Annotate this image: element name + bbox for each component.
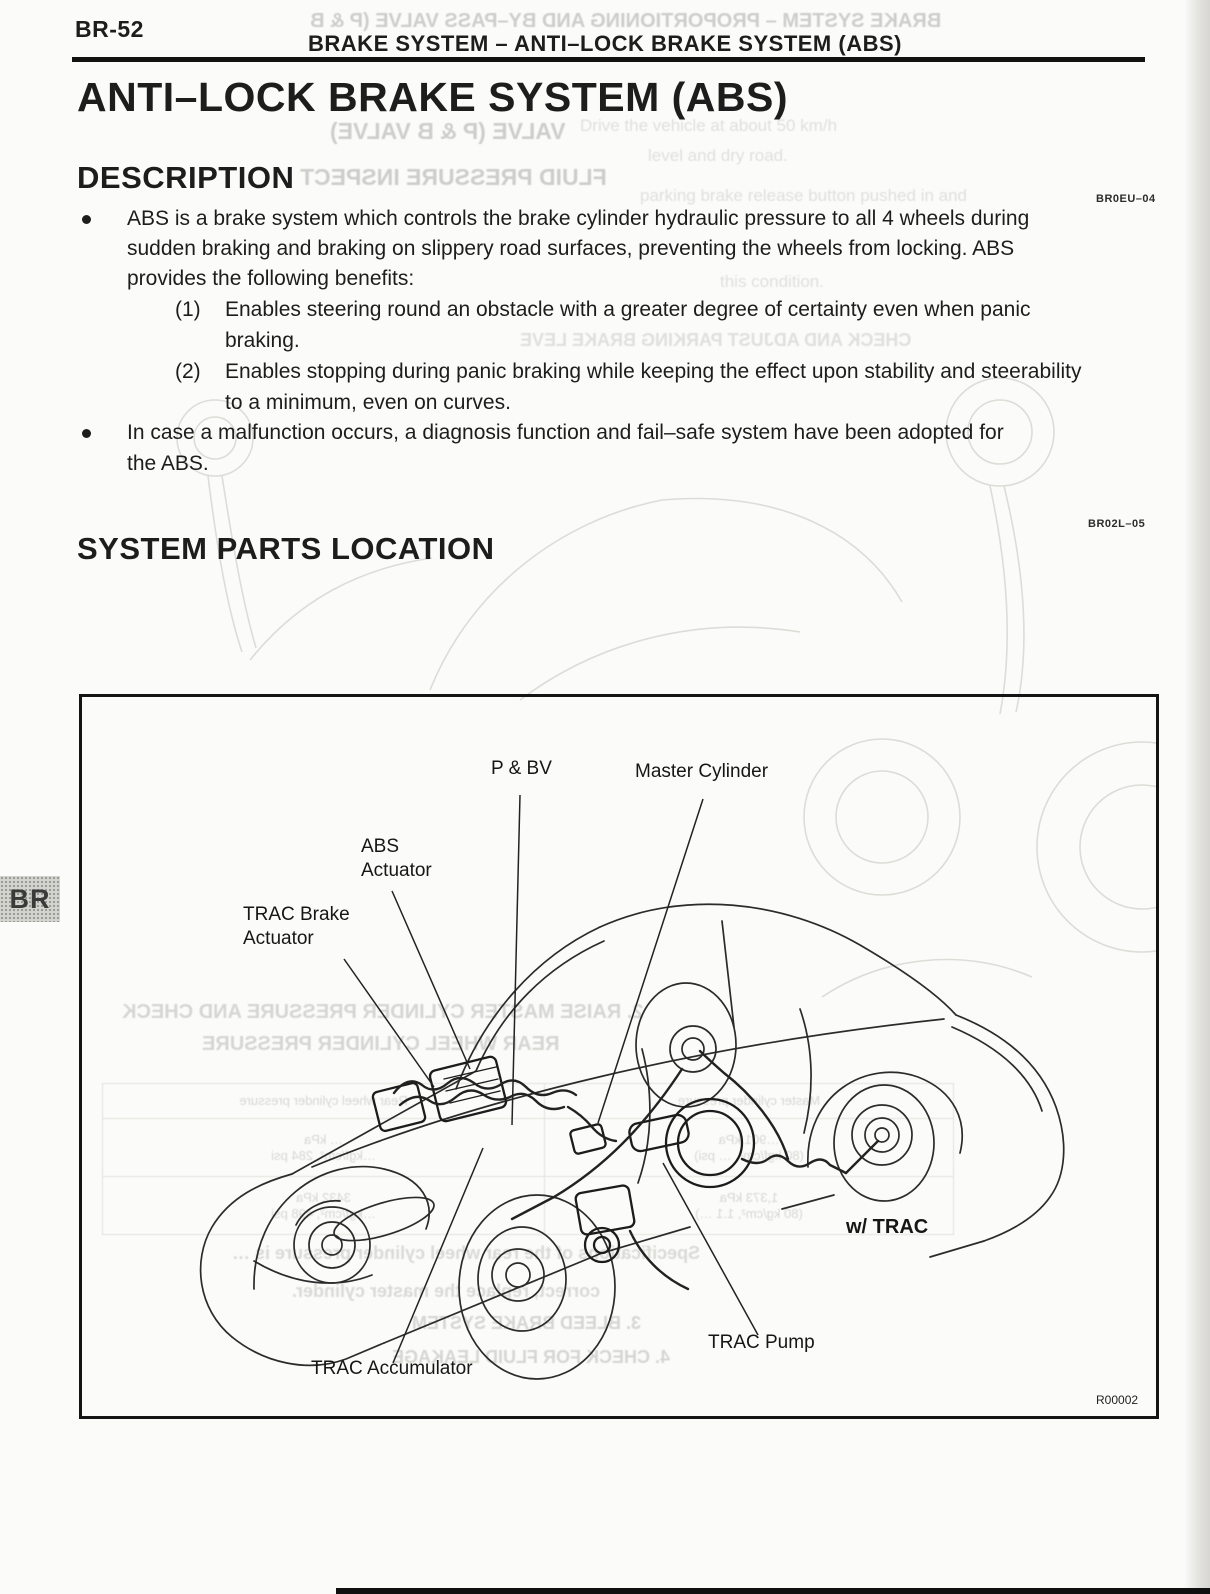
label-p-bv: P & BV — [491, 758, 552, 779]
description-ref-code: BR0EU–04 — [1096, 193, 1156, 205]
header-rule — [72, 57, 1145, 62]
ghost-frag-3: parking brake release button pushed in and — [640, 186, 968, 205]
ghost-box-heading: REAR WHEEL CYLINDER PRESSURE — [202, 1033, 560, 1055]
parts-location-ref-code: BR02L–05 — [1088, 518, 1146, 530]
description-text-line: sudden braking and braking on slippery road surfaces, preventing the wheels from locking. ABS — [127, 237, 1015, 260]
label-line: Actuator — [243, 928, 314, 949]
description-text-line: Enables steering round an obstacle with a greater degree of certainty even when panic — [225, 298, 1031, 321]
ghost-frag-2: level and dry road. — [648, 146, 788, 165]
label-line: TRAC Brake — [243, 904, 350, 925]
ghost-box-heading: 2. RAISE MASTER CYLINDER PRESSURE AND CHECK — [122, 1001, 644, 1023]
ghost-table-text: (80 kgf/cm², … psi) — [694, 1147, 804, 1163]
description-text-line: braking. — [225, 329, 300, 352]
ghost-table-text: 1,373 kPa — [719, 1189, 779, 1205]
ghost-valve-line: VALVE (P & B VALVE) — [330, 118, 566, 144]
ghost-box-footline: 3. BLEED BRAKE SYSTEM — [412, 1313, 642, 1333]
label-line: ABS — [361, 836, 400, 857]
description-text-line: In case a malfunction occurs, a diagnosis function and fail–safe system have been adopted for — [127, 421, 1004, 444]
scan-edge-bottom — [336, 1588, 1210, 1594]
ghost-top-header: BRAKE SYSTEM – PROPORTIONING AND BY–PASS VALVE (P & B — [310, 10, 942, 32]
figure-id: R00002 — [1096, 1393, 1139, 1407]
parts-location-figure — [79, 694, 1159, 1419]
scan-edge-right — [1184, 0, 1210, 1594]
label-abs-actuator — [361, 835, 432, 883]
ghost-wheels-art — [804, 739, 1156, 997]
label-master-cylinder: Master Cylinder — [635, 761, 769, 782]
parts-location-heading: SYSTEM PARTS LOCATION — [77, 531, 495, 566]
ghost-table-text: …kgf/cm², 498 psi — [271, 1205, 376, 1221]
ghost-frag-4: this condition. — [720, 272, 824, 291]
label-line: Actuator — [361, 860, 432, 881]
label-w-trac: w/ TRAC — [846, 1216, 929, 1238]
ghost-box-footline: 4. CHECK FOR FLUID LEAKAGE — [392, 1347, 671, 1367]
bullet-dot — [82, 215, 91, 224]
description-text-line: ABS is a brake system which controls the brake cylinder hydraulic pressure to all 4 wheels during — [127, 207, 1030, 230]
ghost-table-cell: Rear wheel cylinder pressure — [103, 1084, 545, 1118]
running-header: BRAKE SYSTEM – ANTI–LOCK BRAKE SYSTEM (ABS) — [308, 31, 902, 56]
ghost-fluid-line: FLUID PRESSURE INSPECT — [300, 164, 607, 190]
ghost-box-footline: correct, replace the master cylinder. — [292, 1281, 601, 1301]
label-trac-brake-actuator — [243, 903, 350, 951]
description-text-line: to a minimum, even on curves. — [225, 391, 511, 414]
description-text-line: the ABS. — [127, 452, 209, 475]
page-number: BR-52 — [75, 16, 144, 42]
list-item-number: (1) — [175, 298, 201, 321]
ghost-table-text: …kgf/cm², 284 psi — [271, 1147, 376, 1163]
label-trac-accumulator: TRAC Accumulator — [311, 1358, 473, 1379]
ghost-table-cell: Master cylinder pressure — [677, 1093, 821, 1108]
ghost-box-footline: Specifications of the rear wheel cylinder pressure is … — [232, 1243, 701, 1263]
ghost-table-text: 3432 kPa — [296, 1189, 351, 1205]
ghost-table-text: …901 kPa — [718, 1131, 780, 1147]
list-item-number: (2) — [175, 360, 201, 383]
description-heading: DESCRIPTION — [77, 160, 295, 195]
ghost-table-text: (80 kg/cm², 1.1 …) — [695, 1205, 803, 1221]
label-trac-pump: TRAC Pump — [708, 1332, 815, 1353]
page-title: ANTI–LOCK BRAKE SYSTEM (ABS) — [77, 74, 789, 120]
section-tab: BR — [0, 876, 60, 922]
car-diagram — [82, 697, 1156, 1416]
description-text-line: provides the following benefits: — [127, 267, 415, 290]
bullet-dot — [82, 429, 91, 438]
ghost-frag-5: CHECK AND ADJUST PARKING BRAKE LEVE — [520, 330, 912, 350]
description-text-line: Enables stopping during panic braking while keeping the effect upon stability and steerability — [225, 360, 1082, 383]
ghost-frag-1: Drive the vehicle at about 50 km/h — [580, 116, 838, 135]
ghost-table-text: … kPa — [304, 1131, 344, 1147]
